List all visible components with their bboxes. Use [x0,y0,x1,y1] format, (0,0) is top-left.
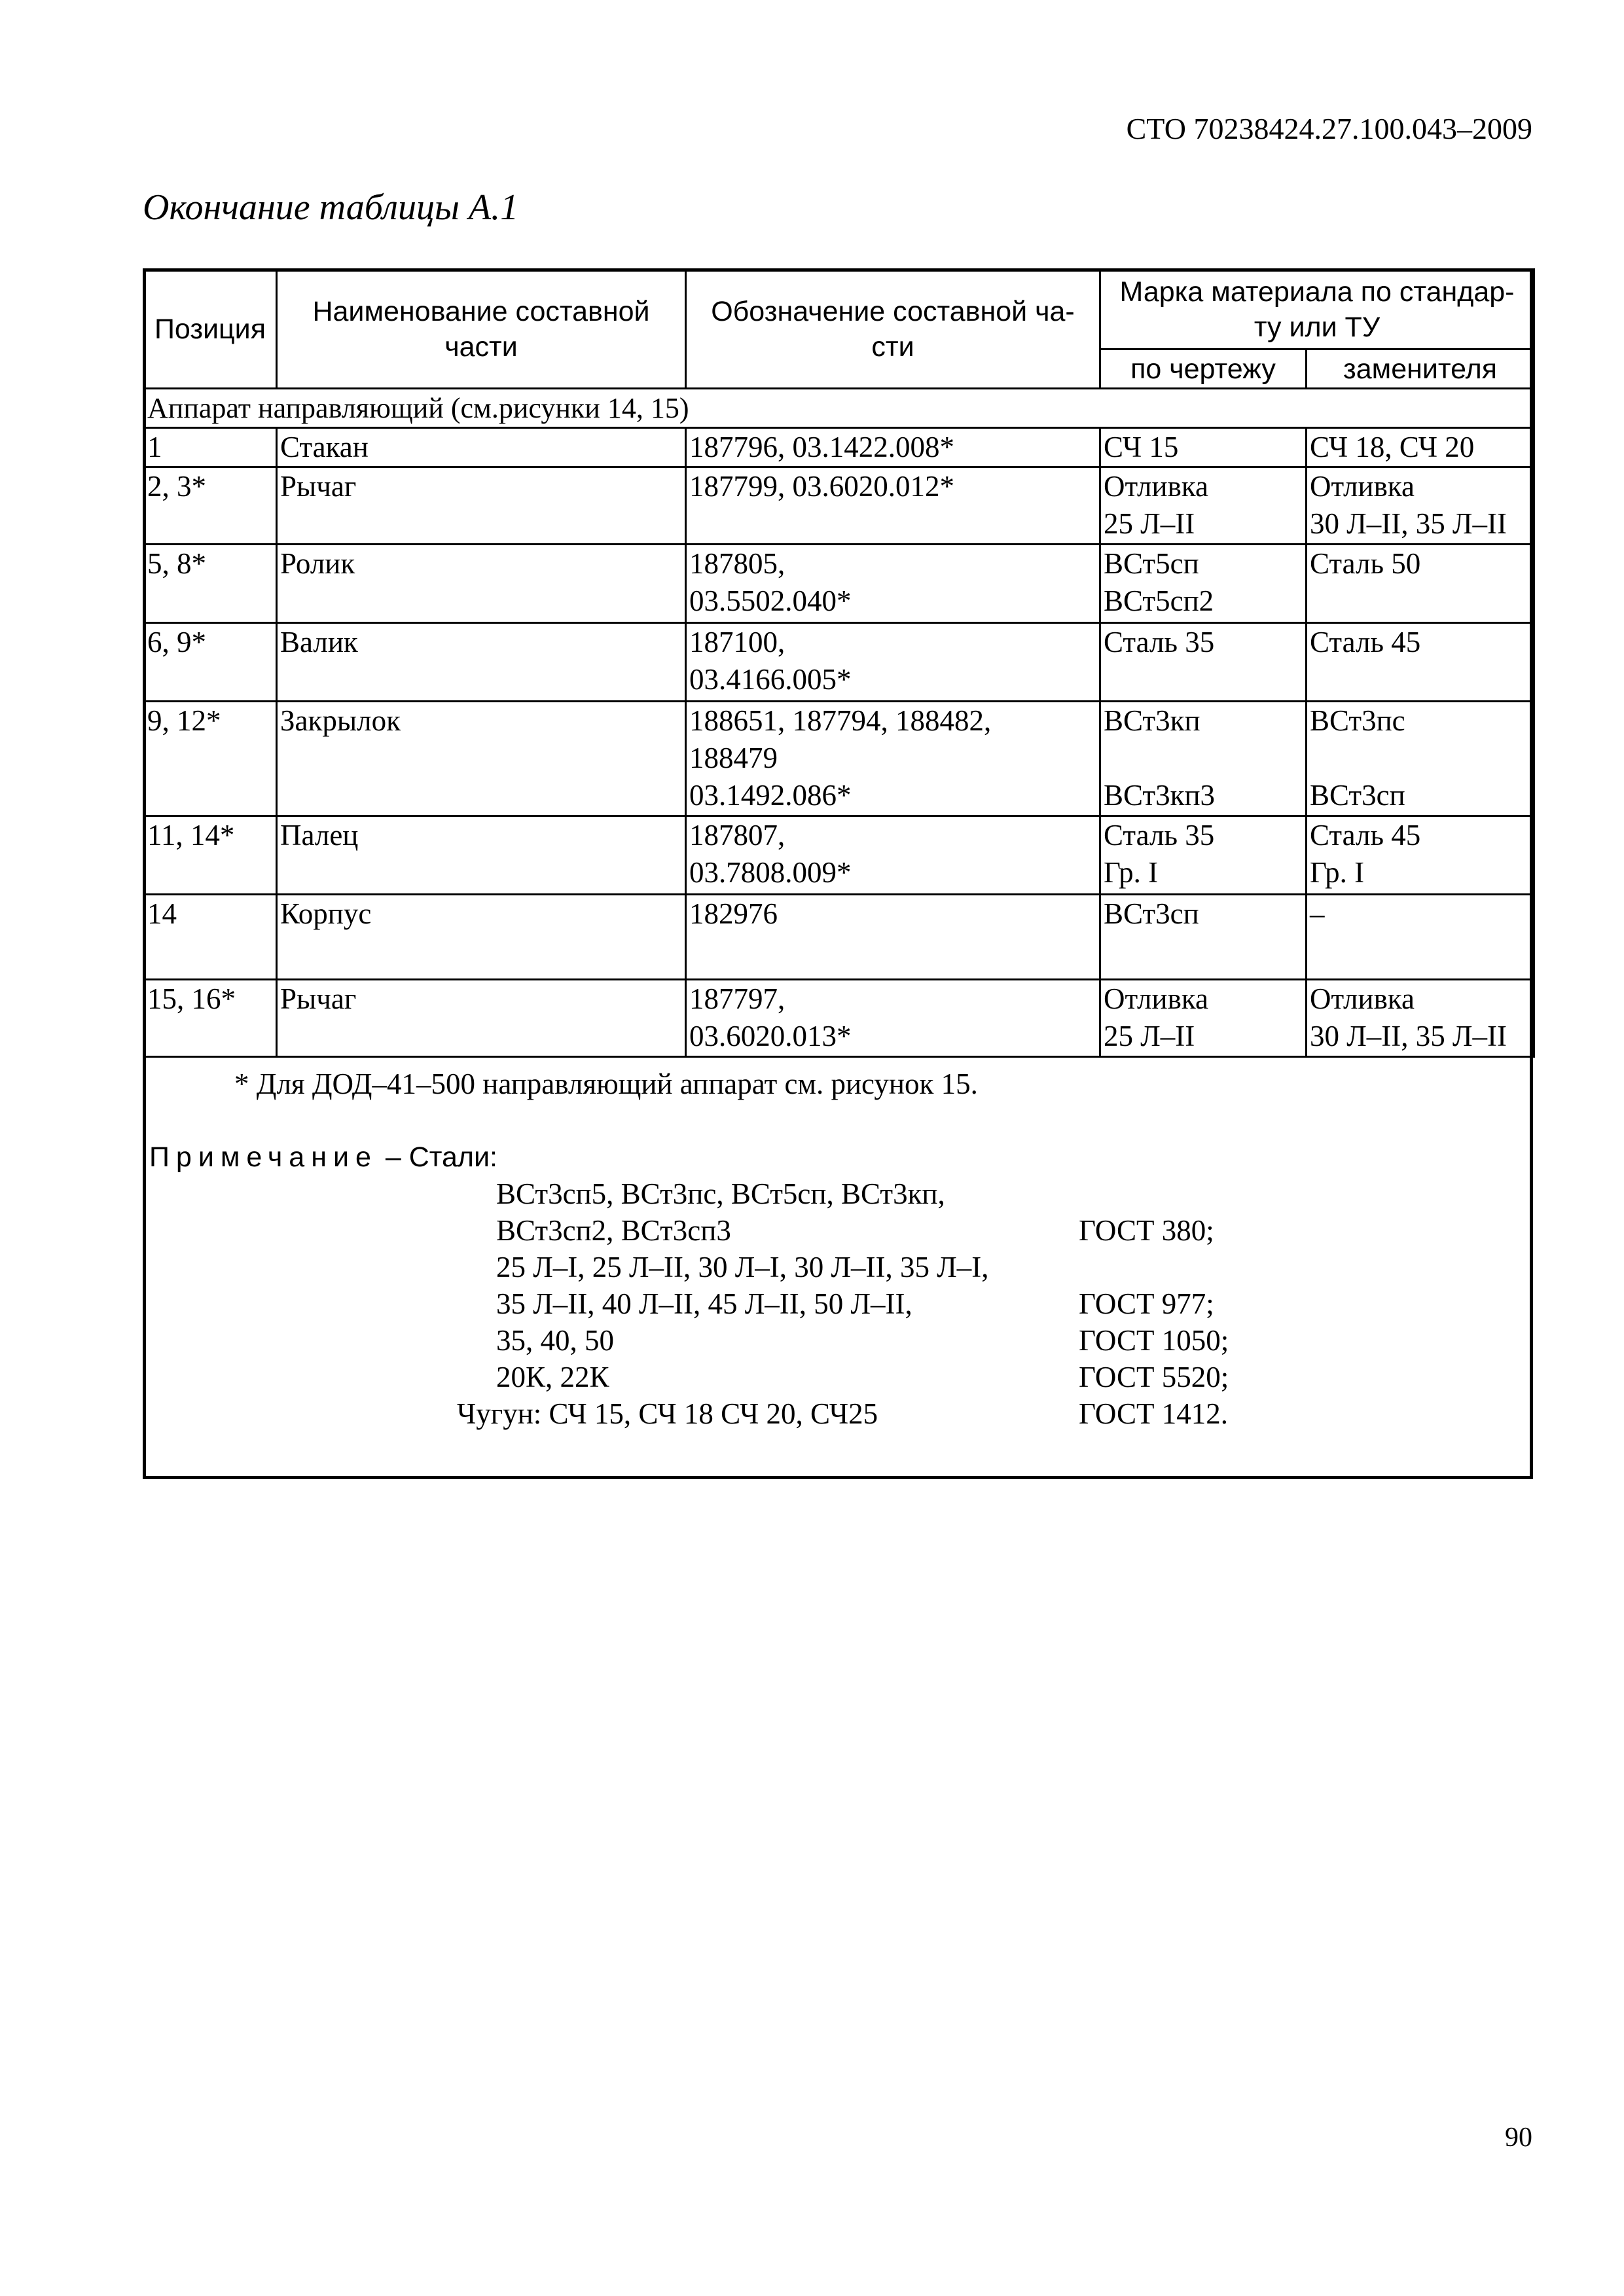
cell-material-drawing: СЧ 15 [1100,428,1307,467]
cell-designation: 187807, 03.7808.009* [686,816,1100,895]
cell-material-drawing: Отливка 25 Л–II [1100,980,1307,1057]
cell-material-substitute: Сталь 50 [1307,545,1534,623]
document-code: СТО 70238424.27.100.043–2009 [1126,112,1532,145]
note-line-left: 35 Л–II, 40 Л–II, 45 Л–II, 50 Л–II, [496,1287,912,1320]
header-position: Позиция [144,270,277,389]
cell-position: 11, 14* [144,816,277,895]
cell-position: 6, 9* [144,623,277,702]
note-line [149,1212,1524,1249]
cell-material-drawing: ВСт3сп [1100,895,1307,980]
note-line-left: Чугун: СЧ 15, СЧ 18 СЧ 20, СЧ25 [457,1397,878,1430]
header-per-drawing: по чертежу [1100,350,1307,389]
notes-block [149,1066,1524,1432]
note-line-right: ГОСТ 380; [1079,1214,1214,1247]
note-line-left: ВСт3сп5, ВСт3пс, ВСт5сп, ВСт3кп, [496,1177,945,1210]
cell-material-substitute: Сталь 45 Гр. I [1307,816,1534,895]
cell-material-substitute: – [1307,895,1534,980]
table-row [144,816,1534,895]
cell-position: 5, 8* [144,545,277,623]
note-line-left: 20К, 22К [496,1361,609,1393]
note-title [149,1139,1524,1175]
note-lines [149,1175,1524,1395]
note-line [149,1285,1524,1322]
cell-designation: 187797, 03.6020.013* [686,980,1100,1057]
cell-material-drawing: ВСт5сп ВСт5сп2 [1100,545,1307,623]
materials-table [143,268,1535,1058]
note-line-left: 35, 40, 50 [496,1324,614,1357]
note-label: Примечание [149,1141,378,1173]
table-row [144,702,1534,816]
cell-material-drawing: Сталь 35 Гр. I [1100,816,1307,895]
note-line-left: ВСт3сп2, ВСт3сп3 [496,1214,731,1247]
cell-position: 14 [144,895,277,980]
cell-position: 2, 3* [144,467,277,545]
note-line-left: 25 Л–I, 25 Л–II, 30 Л–I, 30 Л–II, 35 Л–I, [496,1251,989,1283]
cell-name: Стакан [277,428,686,467]
cell-name: Палец [277,816,686,895]
cell-name: Корпус [277,895,686,980]
cell-position: 1 [144,428,277,467]
cell-position: 9, 12* [144,702,277,816]
table-row [144,545,1534,623]
cell-material-substitute: ВСт3пс ВСт3сп [1307,702,1534,816]
section-title: Аппарат направляющий (см.рисунки 14, 15) [144,389,1534,428]
cell-name: Рычаг [277,980,686,1057]
header-substitute: заменителя [1307,350,1534,389]
note-line [149,1249,1524,1285]
table-row [144,623,1534,702]
cell-material-substitute: Сталь 45 [1307,623,1534,702]
cell-material-drawing: Отливка 25 Л–II [1100,467,1307,545]
table-caption: Окончание таблицы А.1 [143,187,519,228]
note-line [149,1175,1524,1212]
cell-name: Рычаг [277,467,686,545]
note-line-right: ГОСТ 1050; [1079,1324,1229,1357]
cell-material-substitute: Отливка 30 Л–II, 35 Л–II [1307,980,1534,1057]
cell-material-drawing: Сталь 35 [1100,623,1307,702]
note-line [149,1322,1524,1359]
cell-designation: 182976 [686,895,1100,980]
header-material: Марка материала по стандар- ту или ТУ [1100,270,1534,350]
cell-position: 15, 16* [144,980,277,1057]
note-line-cast-iron [149,1395,1524,1432]
note-line-right: ГОСТ 1412. [1079,1397,1228,1430]
cell-material-substitute: Отливка 30 Л–II, 35 Л–II [1307,467,1534,545]
table-row [144,467,1534,545]
footnote: * Для ДОД–41–500 направляющий аппарат см. рисунок 15. [234,1067,978,1100]
cell-designation: 187100, 03.4166.005* [686,623,1100,702]
cell-name: Валик [277,623,686,702]
note-lead: – Стали: [377,1141,497,1173]
table-row [144,895,1534,980]
table-row [144,428,1534,467]
cell-designation: 188651, 187794, 188482, 188479 03.1492.086* [686,702,1100,816]
cell-designation: 187805, 03.5502.040* [686,545,1100,623]
cell-material-substitute: СЧ 18, СЧ 20 [1307,428,1534,467]
note-line [149,1359,1524,1395]
page-number: 90 [1505,2123,1532,2153]
cell-designation: 187799, 03.6020.012* [686,467,1100,545]
table-row [144,980,1534,1057]
note-line-right: ГОСТ 977; [1079,1287,1214,1320]
cell-designation: 187796, 03.1422.008* [686,428,1100,467]
header-designation: Обозначение составной ча- сти [686,270,1100,389]
note-line-right: ГОСТ 5520; [1079,1361,1229,1393]
header-name: Наименование составной части [277,270,686,389]
cell-name: Ролик [277,545,686,623]
cell-material-drawing: ВСт3кп ВСт3кп3 [1100,702,1307,816]
cell-name: Закрылок [277,702,686,816]
